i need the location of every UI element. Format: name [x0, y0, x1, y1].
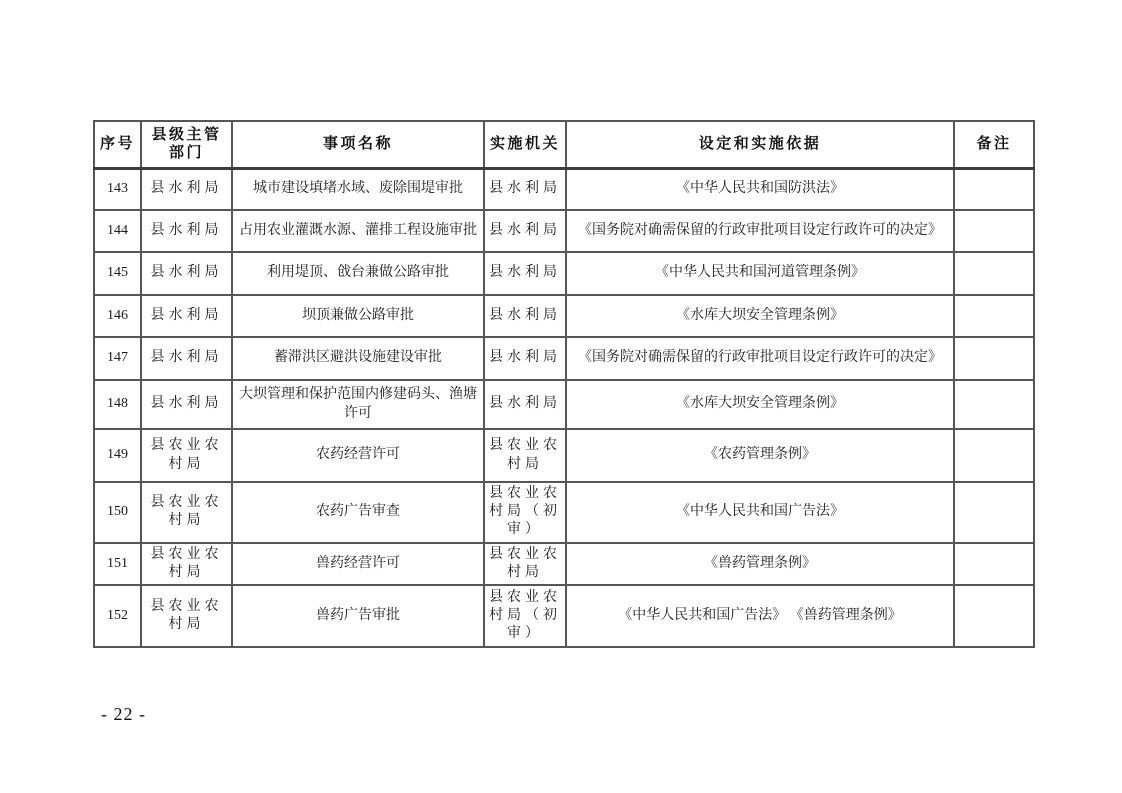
table-row [94, 543, 1034, 585]
remarks-cell [954, 543, 1034, 585]
remarks-cell [954, 380, 1034, 429]
serial-number-cell: 147 [94, 337, 141, 380]
county-department-cell: 县水利局 [141, 337, 232, 380]
serial-number-cell: 150 [94, 482, 141, 543]
remarks-cell [954, 168, 1034, 210]
remarks-cell [954, 337, 1034, 380]
county-department-cell: 县水利局 [141, 380, 232, 429]
serial-number-cell: 149 [94, 429, 141, 482]
serial-number-cell: 148 [94, 380, 141, 429]
implementing-agency-cell: 县水利局 [484, 168, 566, 210]
implementing-agency-cell: 县农业农村局（初审） [484, 585, 566, 647]
administrative-approval-table [93, 120, 1035, 648]
implementing-agency-cell: 县水利局 [484, 337, 566, 380]
county-department-cell: 县农业农村局 [141, 585, 232, 647]
item-name-cell: 大坝管理和保护范围内修建码头、渔塘许可 [232, 380, 484, 429]
legal-basis-cell: 《中华人民共和国防洪法》 [566, 168, 954, 210]
legal-basis-cell: 《中华人民共和国广告法》 《兽药管理条例》 [566, 585, 954, 647]
serial-number-cell: 145 [94, 252, 141, 295]
header-county-department: 县级主管部门 [141, 121, 232, 168]
item-name-cell: 蓄滞洪区避洪设施建设审批 [232, 337, 484, 380]
legal-basis-cell: 《水库大坝安全管理条例》 [566, 380, 954, 429]
implementing-agency-cell: 县农业农村局 [484, 429, 566, 482]
item-name-cell: 兽药经营许可 [232, 543, 484, 585]
implementing-agency-cell: 县水利局 [484, 295, 566, 337]
header-item-name: 事项名称 [232, 121, 484, 168]
serial-number-cell: 152 [94, 585, 141, 647]
remarks-cell [954, 585, 1034, 647]
item-name-cell: 兽药广告审批 [232, 585, 484, 647]
serial-number-cell: 143 [94, 168, 141, 210]
legal-basis-cell: 《水库大坝安全管理条例》 [566, 295, 954, 337]
serial-number-cell: 146 [94, 295, 141, 337]
page-number: - 22 - [101, 704, 146, 724]
serial-number-cell: 151 [94, 543, 141, 585]
remarks-cell [954, 252, 1034, 295]
table-row [94, 429, 1034, 482]
table-header-row [94, 121, 1034, 168]
county-department-cell: 县水利局 [141, 252, 232, 295]
header-remarks: 备注 [954, 121, 1034, 168]
serial-number-cell: 144 [94, 210, 141, 252]
legal-basis-cell: 《农药管理条例》 [566, 429, 954, 482]
table-row [94, 295, 1034, 337]
item-name-cell: 农药经营许可 [232, 429, 484, 482]
county-department-cell: 县农业农村局 [141, 482, 232, 543]
header-serial-number: 序号 [94, 121, 141, 168]
header-legal-basis: 设定和实施依据 [566, 121, 954, 168]
table-row [94, 168, 1034, 210]
item-name-cell: 农药广告审查 [232, 482, 484, 543]
remarks-cell [954, 429, 1034, 482]
item-name-cell: 坝顶兼做公路审批 [232, 295, 484, 337]
item-name-cell: 城市建设填堵水域、废除围堤审批 [232, 168, 484, 210]
legal-basis-cell: 《中华人民共和国广告法》 [566, 482, 954, 543]
remarks-cell [954, 210, 1034, 252]
implementing-agency-cell: 县水利局 [484, 252, 566, 295]
table-row [94, 482, 1034, 543]
legal-basis-cell: 《国务院对确需保留的行政审批项目设定行政许可的决定》 [566, 337, 954, 380]
legal-basis-cell: 《中华人民共和国河道管理条例》 [566, 252, 954, 295]
table-row [94, 380, 1034, 429]
table-body [94, 168, 1034, 647]
item-name-cell: 占用农业灌溉水源、灌排工程设施审批 [232, 210, 484, 252]
remarks-cell [954, 482, 1034, 543]
header-implementing-agency: 实施机关 [484, 121, 566, 168]
remarks-cell [954, 295, 1034, 337]
implementing-agency-cell: 县水利局 [484, 210, 566, 252]
legal-basis-cell: 《兽药管理条例》 [566, 543, 954, 585]
county-department-cell: 县水利局 [141, 210, 232, 252]
county-department-cell: 县水利局 [141, 295, 232, 337]
implementing-agency-cell: 县水利局 [484, 380, 566, 429]
county-department-cell: 县农业农村局 [141, 429, 232, 482]
legal-basis-cell: 《国务院对确需保留的行政审批项目设定行政许可的决定》 [566, 210, 954, 252]
implementing-agency-cell: 县农业农村局（初审） [484, 482, 566, 543]
table-row [94, 585, 1034, 647]
item-name-cell: 利用堤顶、戗台兼做公路审批 [232, 252, 484, 295]
county-department-cell: 县农业农村局 [141, 543, 232, 585]
table-row [94, 252, 1034, 295]
table-row [94, 210, 1034, 252]
county-department-cell: 县水利局 [141, 168, 232, 210]
table-row [94, 337, 1034, 380]
implementing-agency-cell: 县农业农村局 [484, 543, 566, 585]
